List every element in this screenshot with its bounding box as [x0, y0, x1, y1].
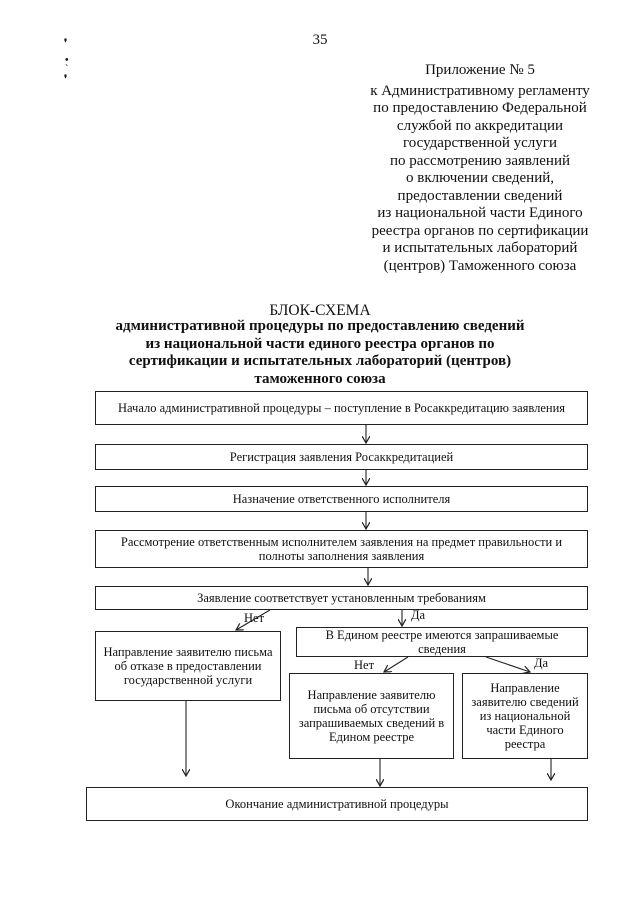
branch-label-yes: Да: [534, 656, 549, 670]
branch-label-no: Нет: [354, 658, 375, 672]
arrow-no-to-absence-letter: [384, 657, 408, 672]
arrow-no-to-refusal: [236, 610, 270, 630]
appendix-line: и испытательных лабораторий: [382, 240, 578, 256]
flowchart-title: БЛОК-СХЕМА: [269, 302, 371, 319]
flowchart-subtitle: административной процедуры по предоставлению сведений из национальной части единого реестра органов по сертификации и испытательных лабораторий (центров) таможенного союза: [115, 318, 525, 387]
step-registration: Регистрация заявления Росаккредитацией: [95, 444, 588, 470]
appendix-line: по предоставлению Федеральной: [373, 100, 587, 116]
branch-label-yes: Да: [411, 608, 426, 622]
step-assignment: Назначение ответственного исполнителя: [95, 486, 588, 512]
step-refusal-letter: Направление заявителю письма об отказе в предоставлении государственной услуги: [95, 631, 281, 701]
step-absence-letter: Направление заявителю письма об отсутствии запрашиваемых сведений в Едином реестре: [289, 673, 454, 759]
appendix-line: о включении сведений,: [405, 170, 554, 186]
appendix-line: предоставлении сведений: [397, 187, 563, 204]
appendix-line: государственной услуги: [403, 135, 557, 151]
branch-label-no: Нет: [244, 611, 265, 625]
decision-registry: В Едином реестре имеются запрашиваемые сведения: [296, 627, 588, 657]
decision-compliance: Заявление соответствует установленным требованиям: [95, 586, 588, 610]
appendix-line: реестра органов по сертификации: [371, 222, 589, 239]
appendix-line: (центров) Таможенного союза: [383, 257, 577, 274]
page-number: 35: [312, 32, 328, 48]
appendix-line: службой по аккредитации: [396, 117, 564, 134]
step-end: Окончание административной процедуры: [86, 787, 588, 821]
appendix-line: по рассмотрению заявлений: [389, 152, 571, 169]
step-review: Рассмотрение ответственным исполнителем заявления на предмет правильности и полноты заполнения заявления: [95, 530, 588, 568]
appendix-line: к Административному регламенту: [370, 82, 590, 99]
appendix-line: из национальной части Единого: [377, 205, 583, 221]
arrow-yes-to-send-info: [486, 657, 530, 672]
step-start: Начало административной процедуры – поступление в Росаккредитацию заявления: [95, 391, 588, 425]
step-send-info: Направление заявителю сведений из национальной части Единого реестра: [462, 673, 588, 759]
appendix-title: Приложение № 5: [425, 62, 535, 78]
